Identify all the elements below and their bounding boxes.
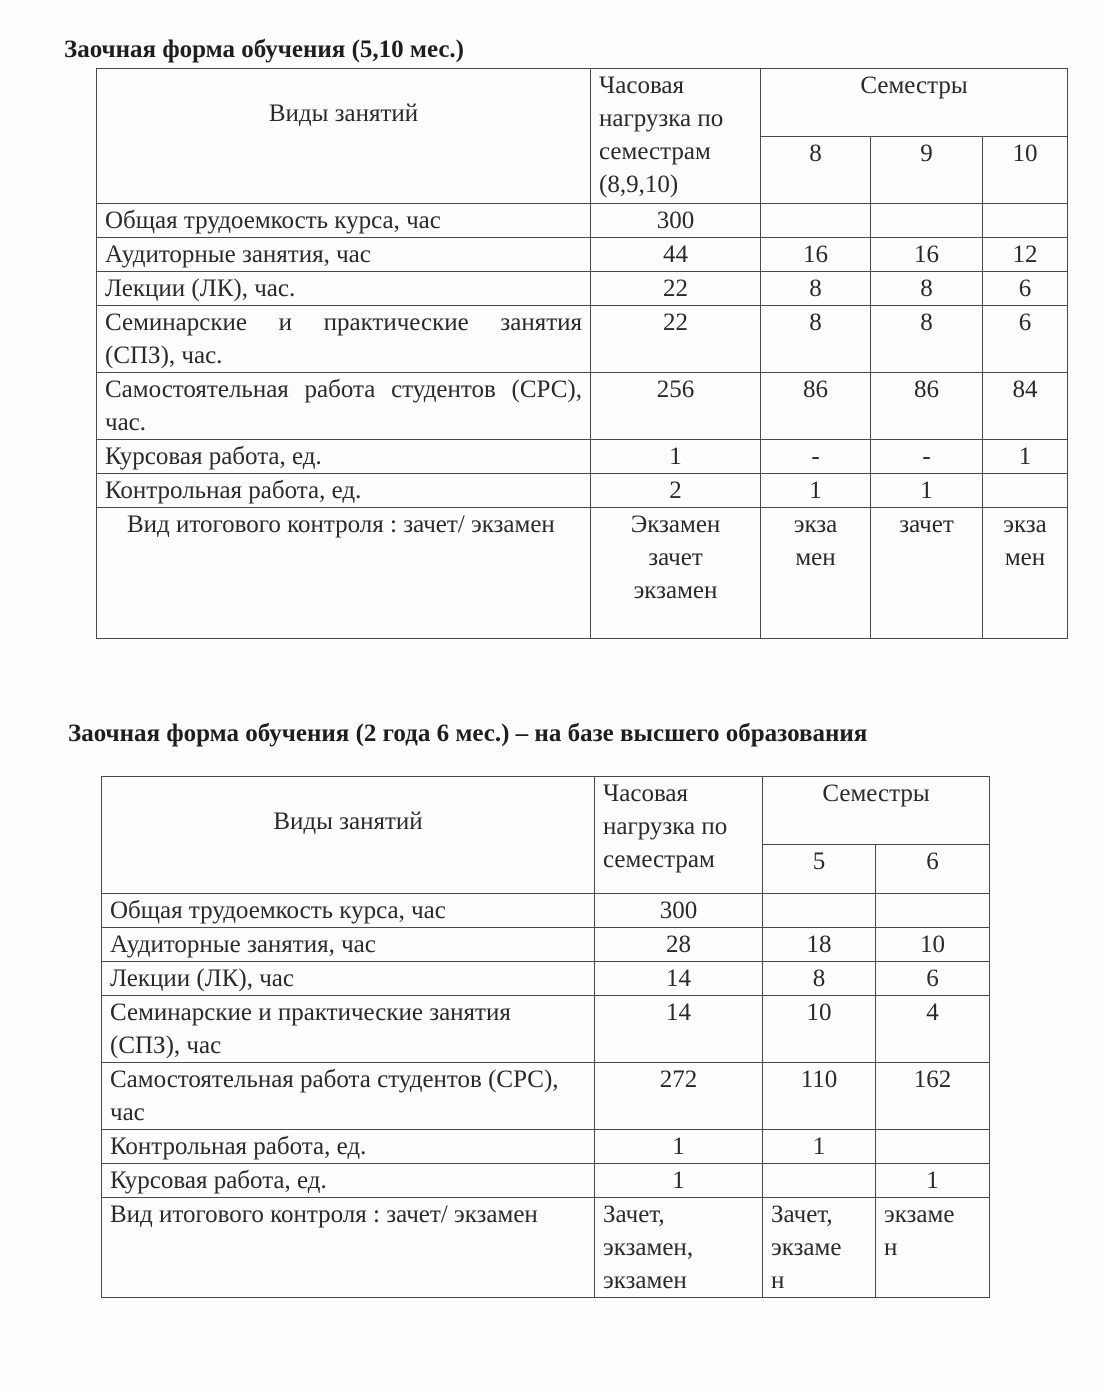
final-control-line: экзамен, (603, 1234, 694, 1261)
final-control-row (97, 508, 1068, 639)
row-semester-value (871, 204, 983, 238)
row-semester-value: 6 (876, 962, 990, 996)
row-label: Аудиторные занятия, час (102, 928, 595, 962)
final-control-line: Экзамен (630, 511, 721, 538)
row-semester-value: 4 (876, 996, 990, 1063)
row-total: 1 (591, 440, 761, 474)
row-total: 44 (591, 238, 761, 272)
table2-header-row (102, 777, 990, 845)
final-control-semester (876, 1198, 990, 1298)
table-row (97, 306, 1068, 373)
table1-form-5-10-months (96, 68, 1068, 639)
row-semester-value: 6 (983, 272, 1068, 306)
row-semester-value: 8 (763, 962, 876, 996)
row-semester-value: 1 (761, 474, 871, 508)
header-semesters: Семестры (761, 69, 1068, 137)
row-total: 1 (595, 1130, 763, 1164)
table-row (97, 204, 1068, 238)
row-semester-value (876, 894, 990, 928)
row-total: 22 (591, 306, 761, 373)
row-label: Курсовая работа, ед. (102, 1164, 595, 1198)
row-total: 28 (595, 928, 763, 962)
final-control-semester (871, 508, 983, 639)
row-semester-value: 16 (761, 238, 871, 272)
row-total: 300 (595, 894, 763, 928)
row-semester-value: 86 (871, 373, 983, 440)
row-semester-value: 1 (763, 1130, 876, 1164)
table-row (97, 373, 1068, 440)
row-semester-value (983, 474, 1068, 508)
table-row (97, 440, 1068, 474)
table-row (102, 1063, 990, 1130)
final-control-line: Зачет, (771, 1201, 833, 1228)
table-row (102, 996, 990, 1063)
row-semester-value: 6 (983, 306, 1068, 373)
row-semester-value: 1 (871, 474, 983, 508)
final-control-line: экзамен (633, 577, 718, 604)
table-row (97, 474, 1068, 508)
table-row (102, 1130, 990, 1164)
table-row (102, 928, 990, 962)
row-semester-value: 84 (983, 373, 1068, 440)
row-label: Аудиторные занятия, час (97, 238, 591, 272)
semester-number: 9 (871, 136, 983, 204)
final-control-line: н (884, 1234, 898, 1261)
table-row (102, 962, 990, 996)
row-total: 256 (591, 373, 761, 440)
row-semester-value: 10 (763, 996, 876, 1063)
final-control-line: н (771, 1267, 785, 1294)
row-total: 272 (595, 1063, 763, 1130)
row-label: Контрольная работа, ед. (97, 474, 591, 508)
final-control-line: экза (793, 511, 838, 538)
table-row (97, 238, 1068, 272)
row-total: 14 (595, 962, 763, 996)
row-semester-value: - (871, 440, 983, 474)
row-semester-value: 1 (983, 440, 1068, 474)
final-control-line: экзаме (884, 1201, 955, 1228)
row-semester-value (763, 1164, 876, 1198)
final-control-line: зачет (648, 544, 703, 571)
row-label: Курсовая работа, ед. (97, 440, 591, 474)
header-semesters: Семестры (763, 777, 990, 845)
row-label: Лекции (ЛК), час. (97, 272, 591, 306)
row-semester-value: - (761, 440, 871, 474)
row-semester-value: 86 (761, 373, 871, 440)
row-semester-value (763, 894, 876, 928)
table-row (97, 272, 1068, 306)
header-hours: Часовая нагрузка по семестрам (595, 777, 763, 894)
final-control-label: Вид итогового контроля : зачет/ экзамен (97, 508, 591, 639)
row-semester-value: 12 (983, 238, 1068, 272)
semester-number: 8 (761, 136, 871, 204)
final-control-line: мен (795, 544, 836, 571)
final-control-label: Вид итогового контроля : зачет/ экзамен (102, 1198, 595, 1298)
final-control-line: мен (1004, 544, 1046, 571)
semester-number: 5 (763, 844, 876, 893)
row-semester-value (876, 1130, 990, 1164)
table1-header-row (97, 69, 1068, 137)
row-label: Контрольная работа, ед. (102, 1130, 595, 1164)
row-semester-value: 16 (871, 238, 983, 272)
row-semester-value (761, 204, 871, 238)
row-label: Семинарские и практические занятия (СПЗ), час. (97, 306, 591, 373)
table1-title: Заочная форма обучения (5,10 мес.) (64, 36, 465, 63)
row-semester-value: 1 (876, 1164, 990, 1198)
table-row (102, 894, 990, 928)
row-label: Лекции (ЛК), час (102, 962, 595, 996)
final-control-line: экзаме (771, 1234, 842, 1261)
final-control-semester (983, 508, 1068, 639)
row-semester-value (983, 204, 1068, 238)
final-control-line: Зачет, (603, 1201, 665, 1228)
final-control-total (595, 1198, 763, 1298)
final-control-total (591, 508, 761, 639)
final-control-line: экзамен (603, 1267, 687, 1294)
header-hours: Часовая нагрузка по семестрам (8,9,10) (591, 69, 761, 204)
header-kinds: Виды занятий (97, 69, 591, 204)
semester-number: 10 (983, 136, 1068, 204)
row-semester-value: 8 (871, 272, 983, 306)
row-total: 2 (591, 474, 761, 508)
semester-number: 6 (876, 844, 990, 893)
row-label: Семинарские и практические занятия (СПЗ), час (102, 996, 595, 1063)
final-control-semester (763, 1198, 876, 1298)
table-row (102, 1164, 990, 1198)
table2-title: Заочная форма обучения (2 года 6 мес.) – на базе высшего образования (68, 720, 868, 747)
row-semester-value: 18 (763, 928, 876, 962)
row-total: 300 (591, 204, 761, 238)
row-label: Самостоятельная работа студентов (СРС), час. (97, 373, 591, 440)
row-semester-value: 10 (876, 928, 990, 962)
row-label: Самостоятельная работа студентов (СРС), час (102, 1063, 595, 1130)
final-control-line: экза (1003, 511, 1047, 538)
row-total: 1 (595, 1164, 763, 1198)
header-kinds: Виды занятий (102, 777, 595, 894)
row-total: 14 (595, 996, 763, 1063)
row-total: 22 (591, 272, 761, 306)
row-label: Общая трудоемкость курса, час (97, 204, 591, 238)
row-semester-value: 8 (871, 306, 983, 373)
final-control-line: зачет (899, 511, 954, 538)
row-semester-value: 162 (876, 1063, 990, 1130)
row-semester-value: 110 (763, 1063, 876, 1130)
row-semester-value: 8 (761, 272, 871, 306)
row-label: Общая трудоемкость курса, час (102, 894, 595, 928)
final-control-row (102, 1198, 990, 1298)
table2-form-2-years-6-months (101, 776, 990, 1298)
final-control-semester (761, 508, 871, 639)
row-semester-value: 8 (761, 306, 871, 373)
